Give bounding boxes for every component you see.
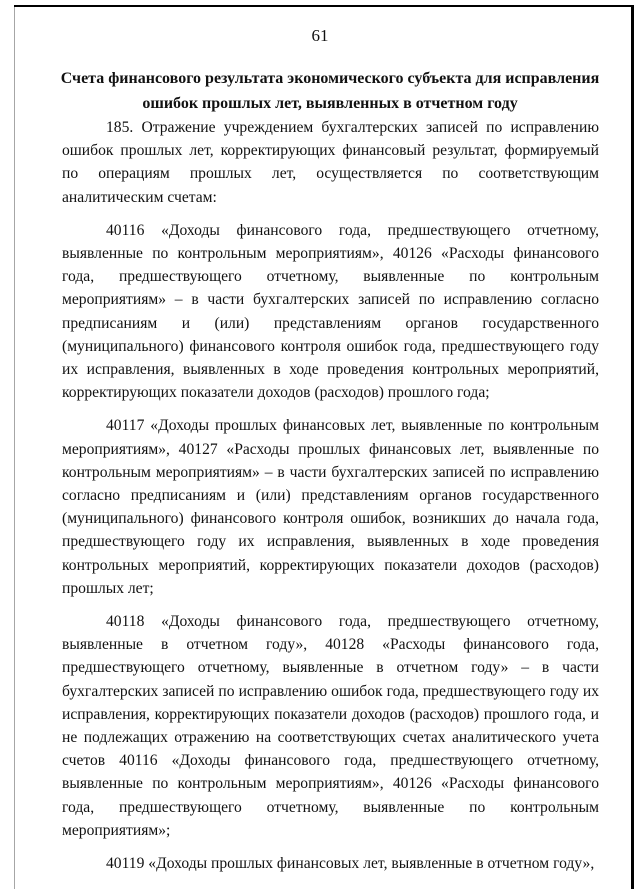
paragraph-40117: 40117 «Доходы прошлых финансовых лет, выявленные по контрольным мероприятиям», 40127 «Расходы прошлых финансовых лет, выявленные по контрольным мероприятиям» – в части бухгалтерских записей по исправлению согласно предписаниям и (или) представлениям органов государственного (муниципального) финансового контроля ошибок, возникших до начала года, предшествующего году их исправления, выявленных в ходе проведения контрольных мероприятий, корректирующих показатели доходов (расходов) прошлых лет; bbox=[62, 417, 599, 597]
paragraph-40116: 40116 «Доходы финансового года, предшествующего отчетному, выявленные по контрольным мероприятиям», 40126 «Расходы финансового года, предшествующего отчетному, выявленные по контрольным мероприятиям» – в части бухгалтерских записей по исправлению согласно предписаниям и (или) представлениям органов государственного (муниципального) финансового контроля ошибок года, предшествующего году их исправления, выявленных в ходе проведения контрольных мероприятий, корректирующих показатели доходов (расходов) прошлого года; bbox=[62, 221, 599, 402]
paragraph-40119: 40119 «Доходы прошлых финансовых лет, выявленные в отчетном году», bbox=[106, 855, 595, 873]
document-body bbox=[62, 116, 599, 875]
scan-border-top bbox=[14, 5, 632, 7]
paragraph-40118: 40118 «Доходы финансового года, предшествующего отчетному, выявленные в отчетном году», 40128 «Расходы финансового года, предшествующего отчетному, выявленные в отчетном году» – в части бухгалтерских записей по исправлению ошибок года, предшествующего году их исправления, корректирующих показатели доходов (расходов) прошлого года, и не подлежащих отражению на соответствующих счетах аналитического учета счетов 40116 «Доходы финансового года, предшествующего отчетному, выявленные по контрольным мероприятиям», 40126 «Расходы финансового года, предшествующего отчетному, выявленные по контрольным мероприятиям»; bbox=[62, 613, 599, 839]
scan-border-left bbox=[14, 5, 15, 889]
page-number: 61 bbox=[311, 26, 329, 45]
scan-border-right bbox=[631, 5, 634, 889]
section-title: Счета финансового результата экономического субъекта для исправления ошибок прошлых лет, выявленных в отчетном году bbox=[60, 70, 600, 112]
paragraph-185: 185. Отражение учреждением бухгалтерских записей по исправлению ошибок прошлых лет, корректирующих финансовый результат, формируемый по операциям прошлых лет, осуществляется по соответствующим аналитическим счетам: bbox=[62, 119, 599, 206]
